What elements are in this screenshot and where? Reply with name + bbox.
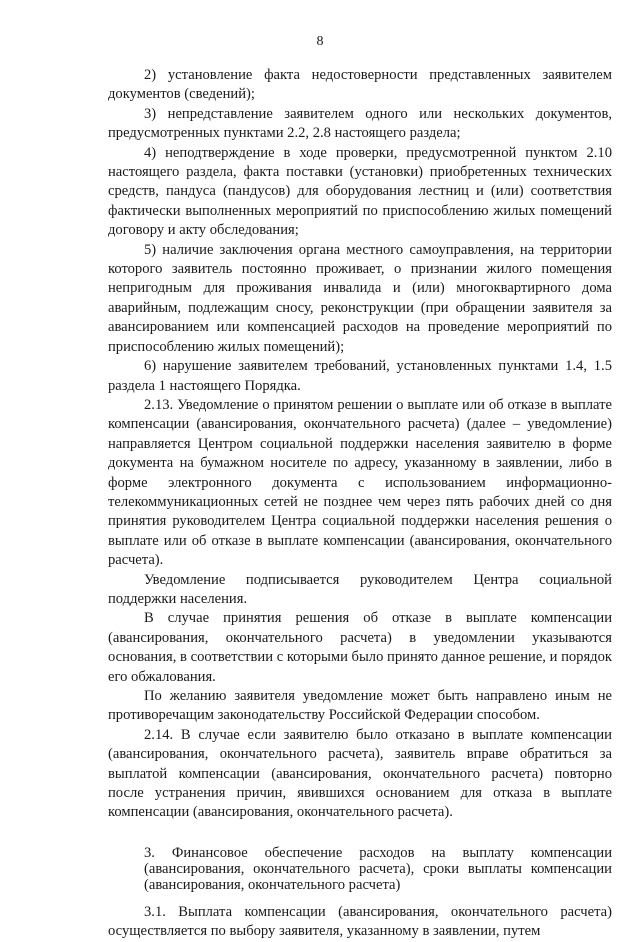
page-number: 8	[316, 34, 324, 49]
section-3-heading	[108, 845, 612, 893]
paragraph-item-5: 5) наличие заключения органа местного самоуправления, на территории которого заявитель постоянно проживает, о признании жилого помещения непригодным для проживания инвалида и (или) многоквартирного дома аварийным, подлежащим сносу, реконструкции (при обращении заявителя за авансированием или компенсацией расходов на проведение мероприятий по приспособлению жилых помещений);	[108, 241, 612, 355]
paragraph-refusal-grounds: В случае принятия решения об отказе в выплате компенсации (авансирования, окончательного расчета) в уведомлении указываются основания, в соответствии с которыми было принято данное решение, и порядок его обжалования.	[108, 610, 612, 685]
section-3-number: 3.	[144, 844, 155, 861]
paragraph-2-13: 2.13. Уведомление о принятом решении о выплате или об отказе в выплате компенсации (авансирования, окончательного расчета) (далее – уведомление) направляется Центром социальной поддержки населения заявителю в форме документа на бумажном носителе по адресу, указанному в заявлении, либо в форме электронного документа с использованием информационно-телекоммуникационных сетей не позднее чем через пять рабочих дней со дня принятия руководителем Центра социальной поддержки населения решения о выплате или об отказе в выплате компенсации (авансирования, окончательного расчета).	[108, 396, 612, 569]
paragraph-item-4: 4) неподтверждение в ходе проверки, предусмотренной пунктом 2.10 настоящего раздела, факта поставки (установки) приобретенных технических средств, пандуса (пандусов) для оборудования лестниц и (или) соответствия фактически выполненных мероприятий по приспособлению жилых помещений договору и акту обследования;	[108, 144, 612, 239]
paragraph-3-1: 3.1. Выплата компенсации (авансирования, окончательного расчета) осуществляется по выбору заявителя, указанному в заявлении, путем	[108, 903, 612, 940]
document-body	[108, 66, 612, 942]
paragraph-item-6: 6) нарушение заявителем требований, установленных пунктами 1.4, 1.5 раздела 1 настоящего Порядка.	[108, 358, 612, 394]
paragraph-item-3: 3) непредставление заявителем одного или нескольких документов, предусмотренных пунктами 2.2, 2.8 настоящего раздела;	[108, 105, 612, 142]
paragraph-notice-signature: Уведомление подписывается руководителем Центра социальной поддержки населения.	[108, 571, 612, 607]
paragraph-item-2: 2) установление факта недостоверности представленных заявителем документов (сведений);	[108, 67, 612, 103]
section-3-title: Финансовое обеспечение расходов на выплату компенсации (авансирования, окончательного расчета), сроки выплаты компенсации (авансирования, окончательного расчета)	[144, 844, 613, 893]
paragraph-2-14: 2.14. В случае если заявителю было отказано в выплате компенсации (авансирования, окончательного расчета), заявитель вправе обратиться за выплатой компенсации (авансирования, окончательного расчета) повторно после устранения причин, явившихся основанием для отказа в выплате компенсации (авансирования, окончательного расчета).	[108, 726, 612, 821]
paragraph-other-method: По желанию заявителя уведомление может быть направлено иным не противоречащим законодательству Российской Федерации способом.	[108, 688, 612, 724]
